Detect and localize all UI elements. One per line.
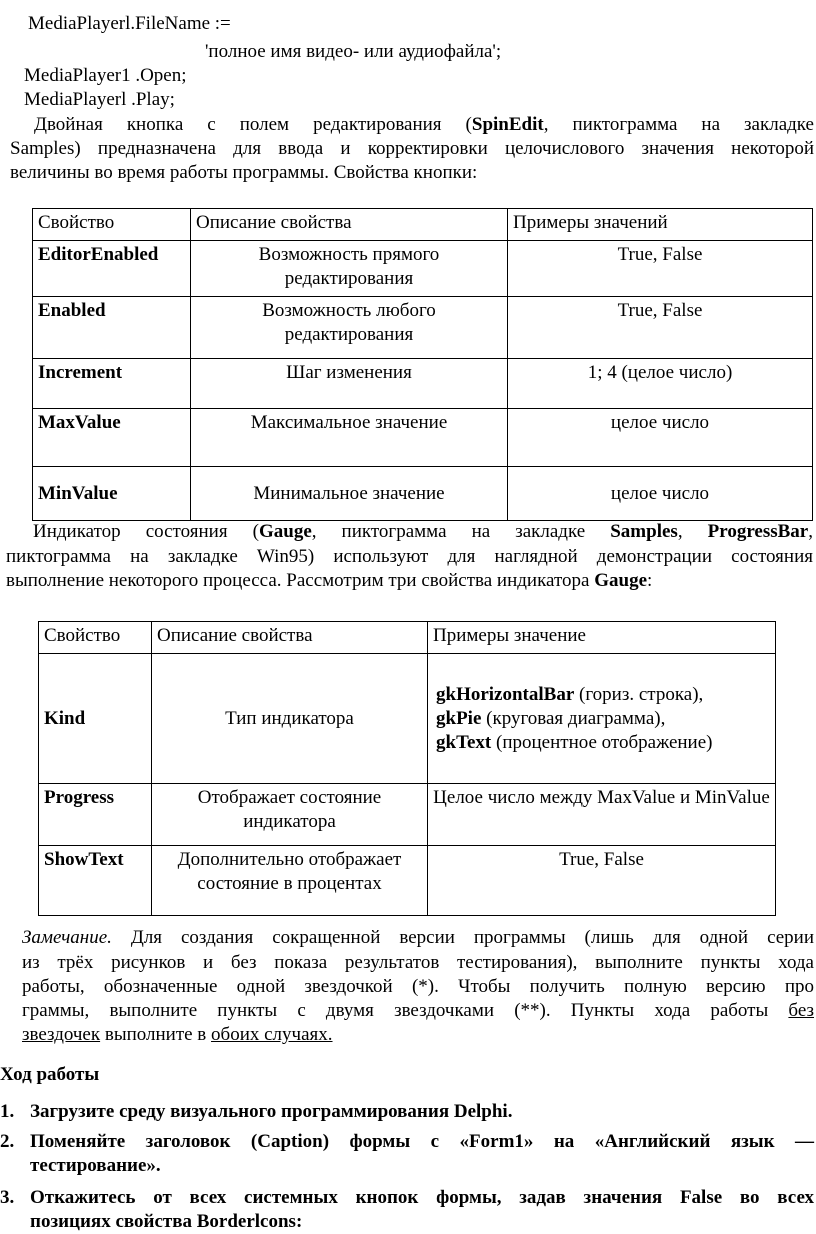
code-line-4: MediaPlayerl .Play; — [24, 89, 175, 110]
table-row — [39, 654, 776, 784]
property-description: Минимальное значение — [191, 467, 508, 521]
table-row — [33, 297, 813, 359]
table-row — [33, 409, 813, 467]
property-example: True, False — [508, 297, 813, 359]
property-description: Дополнительно отображает состояние в процентах — [152, 846, 428, 916]
step-number: 3. — [0, 1187, 15, 1208]
note-line-4: граммы, выполните пункты с двумя звездочками (**). Пункты хода работы без — [22, 1000, 814, 1021]
property-example: целое число — [508, 409, 813, 467]
note-line-5: звездочек выполните в обоих случаях. — [22, 1024, 333, 1045]
step-text: Поменяйте заголовок (Caption) формы с «Form1» на «Английский язык — — [30, 1131, 814, 1152]
table-row — [33, 467, 813, 521]
property-name: ShowText — [39, 846, 152, 916]
property-name: Increment — [33, 359, 191, 409]
gauge-paragraph-line-2: пиктограмма на закладке Win95) используют для наглядной демонстрации состояния — [6, 546, 813, 567]
code-line-3: MediaPlayer1 .Open; — [24, 65, 187, 86]
property-example: 1; 4 (целое число) — [508, 359, 813, 409]
gauge-paragraph-line-3: выполнение некоторого процесса. Рассмотрим три свойства индикатора Gauge: — [6, 570, 653, 591]
table-row — [33, 241, 813, 297]
property-name: MinValue — [33, 467, 191, 521]
spinedit-properties-table — [32, 208, 813, 521]
property-name: MaxValue — [33, 409, 191, 467]
code-line-2: 'полное имя видео- или аудиофайла'; — [205, 41, 502, 62]
property-example: True, False — [428, 846, 776, 916]
property-name: Kind — [39, 654, 152, 784]
property-name: Enabled — [33, 297, 191, 359]
property-example: gkHorizontalBar (гориз. строка), gkPie (круговая диаграмма), gkText (процентное отображение) — [428, 654, 776, 784]
property-example: True, False — [508, 241, 813, 297]
table-header-cell: Свойство — [33, 209, 191, 241]
property-description: Максимальное значение — [191, 409, 508, 467]
spinedit-paragraph-line-2: Samples) предназначена для ввода и корректировки целочислового значения некоторой — [10, 138, 814, 159]
property-name: Progress — [39, 784, 152, 846]
property-name: EditorEnabled — [33, 241, 191, 297]
property-example: целое число — [508, 467, 813, 521]
table-header-cell: Свойство — [39, 622, 152, 654]
property-description: Шаг изменения — [191, 359, 508, 409]
note-line-2: из трёх рисунков и без показа результатов тестирования), выполните пункты хода — [22, 952, 814, 973]
property-description: Возможность прямого редактирования — [191, 241, 508, 297]
code-line-1: MediaPlayerl.FileName := — [28, 13, 231, 34]
gauge-properties-table — [38, 621, 776, 916]
section-heading: Ход работы — [0, 1064, 100, 1085]
step-text: Откажитесь от всех системных кнопок формы, задав значения False во всех — [30, 1187, 814, 1208]
table-row — [39, 846, 776, 916]
property-example: Целое число между MaxValue и MinValue — [428, 784, 776, 846]
table-row — [33, 359, 813, 409]
gauge-paragraph-line-1: Индикатор состояния (Gauge, пиктограмма на закладке Samples, ProgressBar, — [33, 521, 813, 542]
step-number: 2. — [0, 1131, 15, 1152]
step-text: Загрузите среду визуального программирования Delphi. — [30, 1101, 513, 1122]
table-header-cell: Описание свойства — [191, 209, 508, 241]
table-row — [39, 784, 776, 846]
step-text: тестирование». — [30, 1155, 161, 1176]
spinedit-paragraph-line-1: Двойная кнопка с полем редактирования (SpinEdit, пиктограмма на закладке — [34, 114, 814, 135]
note-line-1: Замечание. Для создания сокращенной версии программы (лишь для одной серии — [22, 927, 814, 948]
table-header-cell: Примеры значение — [428, 622, 776, 654]
spinedit-paragraph-line-3: величины во время работы программы. Свойства кнопки: — [10, 162, 478, 183]
note-line-3: работы, обозначенные одной звездочкой (*). Чтобы получить полную версию про — [22, 976, 814, 997]
property-description: Возможность любого редактирования — [191, 297, 508, 359]
table-header-cell: Примеры значений — [508, 209, 813, 241]
property-description: Тип индикатора — [152, 654, 428, 784]
step-text: позициях свойства Borderlcons: — [30, 1211, 303, 1232]
table-header-row — [39, 622, 776, 654]
property-description: Отображает состояние индикатора — [152, 784, 428, 846]
table-header-cell: Описание свойства — [152, 622, 428, 654]
table-header-row — [33, 209, 813, 241]
step-number: 1. — [0, 1101, 15, 1122]
